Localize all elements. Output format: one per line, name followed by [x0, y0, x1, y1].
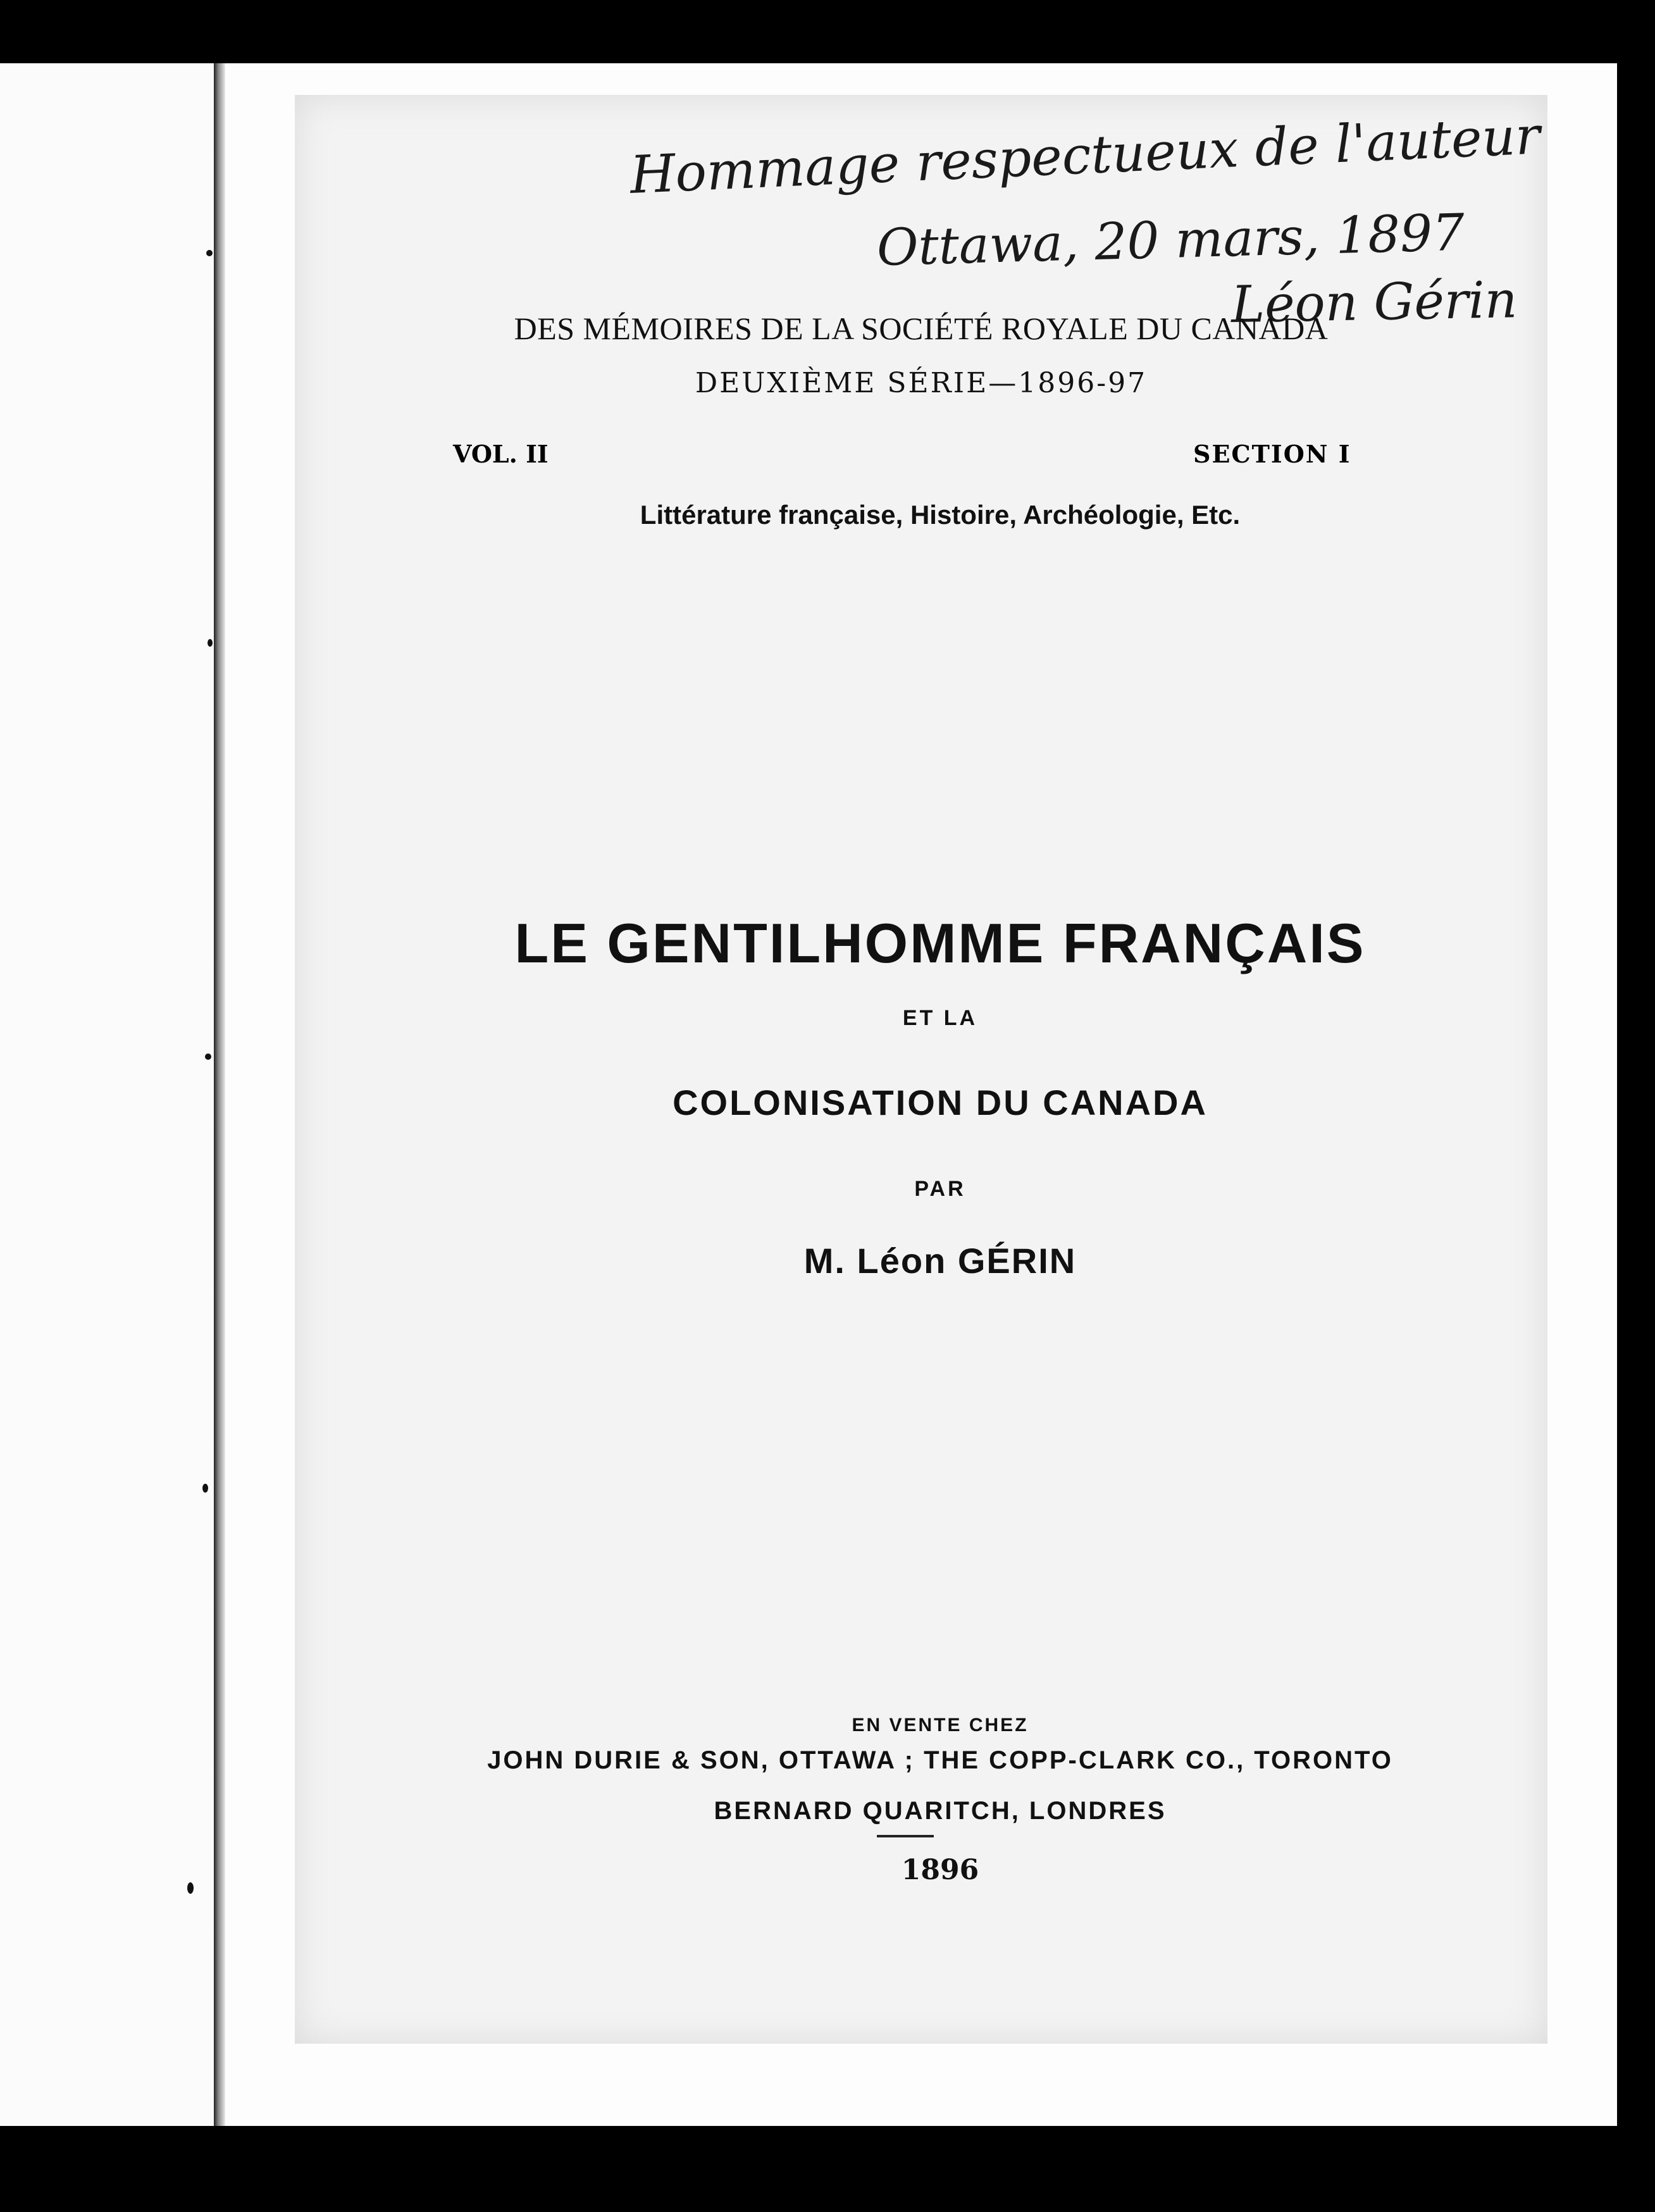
author-name: M. Léon GÉRIN — [803, 1241, 1077, 1281]
volume-label: VOL. II — [453, 440, 549, 468]
title-connector: ET LA — [902, 1006, 978, 1030]
series-number: DEUXIÈME SÉRIE—1896-97 — [695, 367, 1148, 399]
series-title: DES MÉMOIRES DE LA SOCIÉTÉ ROYALE DU CANADA — [514, 311, 1329, 346]
publication-year: 1896 — [901, 1854, 979, 1886]
page-gutter — [214, 63, 225, 2126]
scan-speck — [205, 1053, 211, 1060]
publishers-line: JOHN DURIE & SON, OTTAWA ; THE COPP-CLARK CO., TORONTO — [487, 1746, 1393, 1774]
scan-speck — [206, 250, 213, 256]
london-publisher: BERNARD QUARITCH, LONDRES — [714, 1797, 1167, 1825]
title-page — [225, 63, 1617, 2126]
section-label: SECTION I — [1193, 440, 1351, 468]
scan-speck — [208, 639, 213, 647]
inscription-dedication: Hommage respectueux de l'auteur — [628, 106, 1542, 206]
scan-speck — [187, 1882, 194, 1894]
scan-speck — [202, 1484, 208, 1493]
by-label: PAR — [914, 1177, 966, 1201]
book-title: LE GENTILHOMME FRANÇAIS — [514, 912, 1366, 974]
flyleaf-page — [0, 63, 218, 2126]
book-subtitle: COLONISATION DU CANADA — [673, 1083, 1208, 1122]
for-sale-label: EN VENTE CHEZ — [852, 1715, 1029, 1736]
subjects-line: Littérature française, Histoire, Archéologie, Etc. — [640, 500, 1241, 530]
inscription-signature: Léon Gérin — [1230, 270, 1518, 334]
imprint-rule — [877, 1835, 934, 1837]
inscription-place-date: Ottawa, 20 mars, 1897 — [876, 202, 1466, 277]
